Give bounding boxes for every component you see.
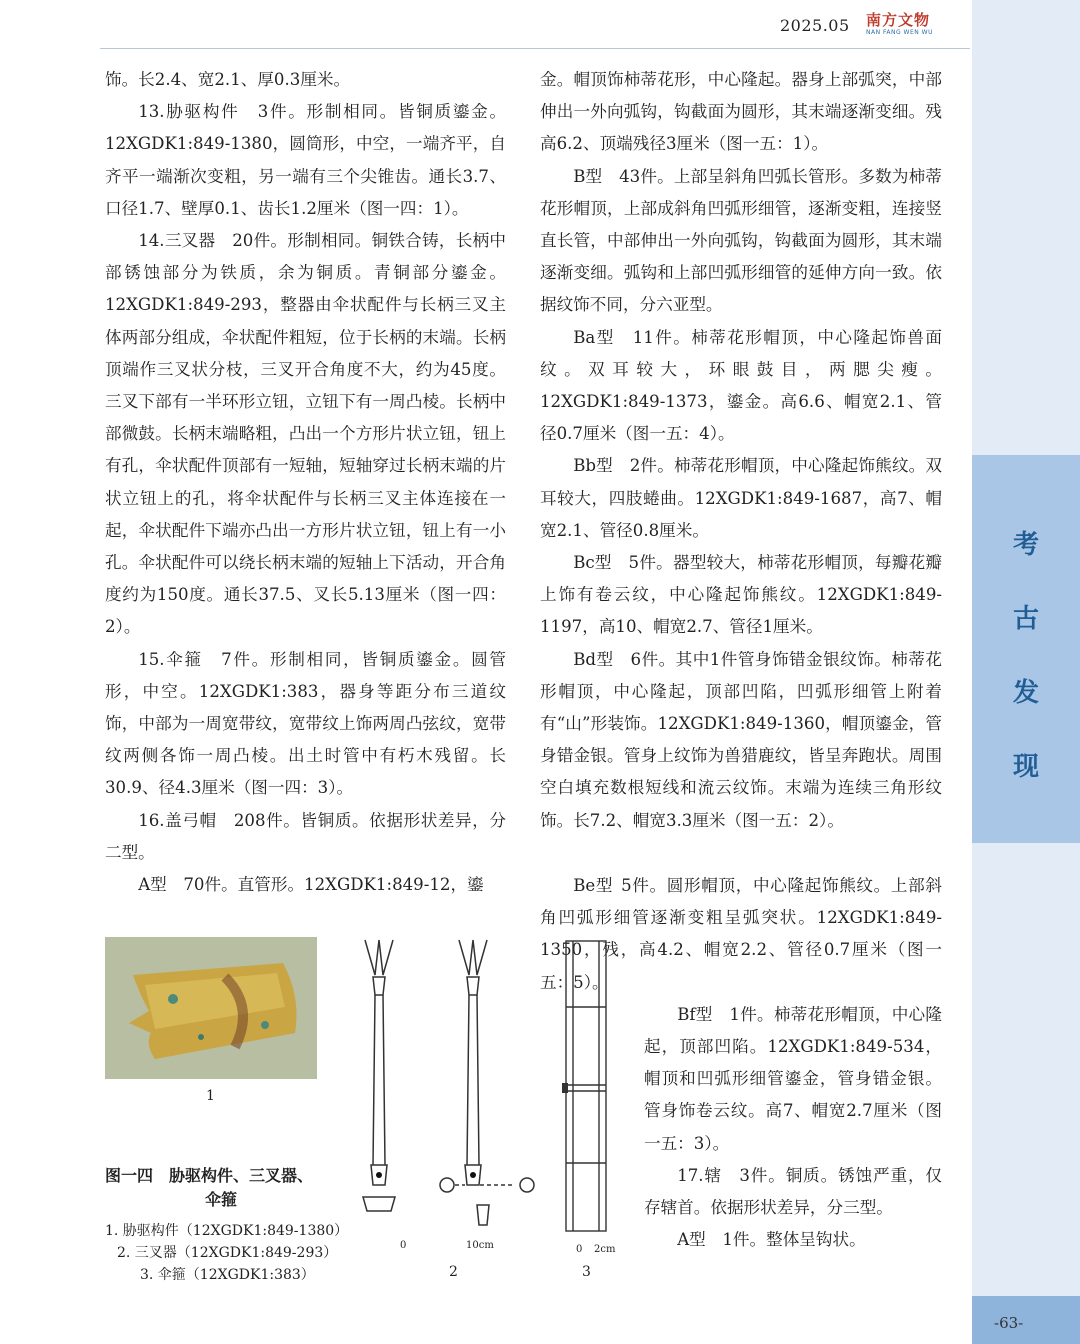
artifact-photo — [105, 937, 317, 1079]
section-title-char: 考 — [1012, 530, 1039, 560]
panel-number: 1 — [206, 1088, 215, 1104]
trident-drawing — [355, 935, 545, 1235]
paragraph: 16.盖弓帽 208件。皆铜质。依据形状差异，分二型。 — [105, 810, 506, 862]
paragraph: 15.伞箍 7件。形制相同，皆铜质鎏金。圆管形，中空。12XGDK1:383，器身等距分布三道纹饰，中部为一周宽带纹，宽带纹上饰两周凸弦纹，宽带纹两侧各饰一周凸棱。出土时管中有朽木残留。长30.9、径4.3厘米（图一四：3）。 — [105, 649, 506, 798]
paragraph: A型 70件。直管形。12XGDK1:849-12，鎏 — [138, 875, 484, 895]
figure-title — [105, 1164, 345, 1212]
paragraph-text: 5件。圆形帽顶，中心隆起饰熊纹。上部斜角凹弧形细管逐渐变粗呈弧突状。12XGDK1:849-1350，残，高4.2、帽宽2.2、管径0.7厘米（图一五：5）。 — [540, 876, 942, 992]
paragraph: Bd型 6件。其中1件管身饰错金银纹饰。柿蒂花形帽顶，中心隆起，顶部凹陷，凹弧形细管上附着有“山”形装饰。12XGDK1:849-1360，帽顶鎏金，管身错金银。管身上纹饰为兽猎鹿纹，皆呈奔跑状。周围空白填充数根短线和流云纹饰。末端为连续三角形纹饰。长7.2、帽宽3.3厘米（图一五：2）。 — [540, 649, 942, 830]
left-text-column — [105, 64, 506, 901]
scale-bar-label: 2cm — [594, 1244, 616, 1255]
header-divider — [100, 48, 970, 49]
journal-logo-cn: 南方文物 — [866, 11, 931, 29]
figure-captions — [105, 1220, 365, 1286]
umbrella-hoop-drawing — [556, 935, 616, 1240]
journal-logo — [866, 12, 942, 42]
paragraph: B型 43件。上部呈斜角凹弧长管形。多数为柿蒂花形帽顶，上部成斜角凹弧形细管，逐渐变粗，连接竖直长管，中部伸出一外向弧钩，钩截面为圆形，其末端逐渐变细。弧钩和上部凹弧形细管的延伸方向一致。依据纹饰不同，分六亚型。 — [540, 166, 942, 315]
paragraph: Ba型 11件。柿蒂花形帽顶，中心隆起饰兽面纹。双耳较大，环眼鼓目，两腮尖瘦。12XGDK1:849-1373，鎏金。高6.6、帽宽2.1、管径0.7厘米（图一五：4）。 — [540, 327, 942, 444]
paragraph: 饰。长2.4、宽2.1、厚0.3厘米。 — [105, 70, 351, 89]
page-number-tab — [972, 1296, 1080, 1344]
section-title — [972, 520, 1080, 816]
section-title-char: 古 — [1012, 604, 1039, 634]
panel-number: 2 — [449, 1264, 458, 1280]
figure-caption: 2. 三叉器（12XGDK1:849-293） — [117, 1245, 338, 1261]
type-label: Be型 — [573, 876, 614, 895]
figure-caption: 3. 伞箍（12XGDK1:383） — [140, 1267, 315, 1283]
paragraph: A型 1件。整体呈钩状。 — [677, 1230, 866, 1250]
page-number: -63- — [994, 1314, 1024, 1332]
figure-title-line: 图一四 胁驱构件、三叉器、 — [105, 1166, 314, 1185]
paragraph: Bf型 1件。柿蒂花形帽顶，中心隆起，顶部凹陷。12XGDK1:849-534，帽顶和凹弧形细管鎏金，管身错金银。管身饰卷云纹。高7、帽宽2.7厘米（图一五：3）。 — [644, 1004, 942, 1153]
right-text-column — [540, 64, 942, 837]
scale-bar-label: 0 — [576, 1244, 583, 1255]
scale-bar-label: 10cm — [466, 1240, 494, 1251]
figure-title-line: 伞箍 — [205, 1190, 238, 1209]
paragraph: 金。帽顶饰柿蒂花形，中心隆起。器身上部弧突，中部伸出一外向弧钩，钩截面为圆形，其末端逐渐变细。残高6.2、顶端残径3厘米（图一五：1）。 — [540, 70, 942, 154]
section-title-char: 现 — [1012, 752, 1039, 782]
paragraph: 13.胁驱构件 3件。形制相同。皆铜质鎏金。12XGDK1:849-1380，圆筒形，中空，一端齐平，自齐平一端渐次变粗，另一端有三个尖锥齿。通长3.7、口径1.7、壁厚0.1、齿长1.2厘米（图一四：1）。 — [105, 102, 506, 218]
panel-number: 3 — [582, 1264, 591, 1280]
figure-caption: 1. 胁驱构件（12XGDK1:849-1380） — [105, 1223, 349, 1239]
paragraph: 17.辖 3件。铜质。锈蚀严重，仅存辖首。依据形状差异，分三型。 — [644, 1165, 942, 1218]
scale-bar-label: 0 — [400, 1240, 407, 1251]
paragraph: Bb型 2件。柿蒂花形帽顶，中心隆起饰熊纹。双耳较大，四肢蜷曲。12XGDK1:849-1687，高7、帽宽2.1、管径0.8厘米。 — [540, 456, 942, 540]
section-title-char: 发 — [1012, 678, 1039, 708]
paragraph: 14.三叉器 20件。形制相同。铜铁合铸，长柄中部锈蚀部分为铁质，余为铜质。青铜部分鎏金。12XGDK1:849-293，整器由伞状配件与长柄三叉主体两部分组成，伞状配件粗短，位于长柄的末端。长柄顶端作三叉状分枝，三叉开合角度不大，约为45度。三叉下部有一半环形立钮，立钮下有一周凸棱。长柄中部微鼓。长柄末端略粗，凸出一个方形片状立钮，钮上有孔，伞状配件顶部有一短轴，短轴穿过长柄末端的片状立钮上的孔，将伞状配件与长柄三叉主体连接在一起，伞状配件下端亦凸出一方形片状立钮，钮上有一小孔。伞状配件可以绕长柄末端的短轴上下活动，开合角度约为150度。通长37.5、叉长5.13厘米（图一四：2）。 — [105, 231, 506, 637]
issue-date: 2025.05 — [780, 16, 850, 35]
journal-logo-en: NAN FANG WEN WU — [866, 29, 933, 36]
paragraph: Bc型 5件。器型较大，柿蒂花形帽顶，每瓣花瓣上饰有卷云纹，中心隆起饰熊纹。12XGDK1:849-1197，高10、帽宽2.7、管径1厘米。 — [540, 553, 942, 637]
